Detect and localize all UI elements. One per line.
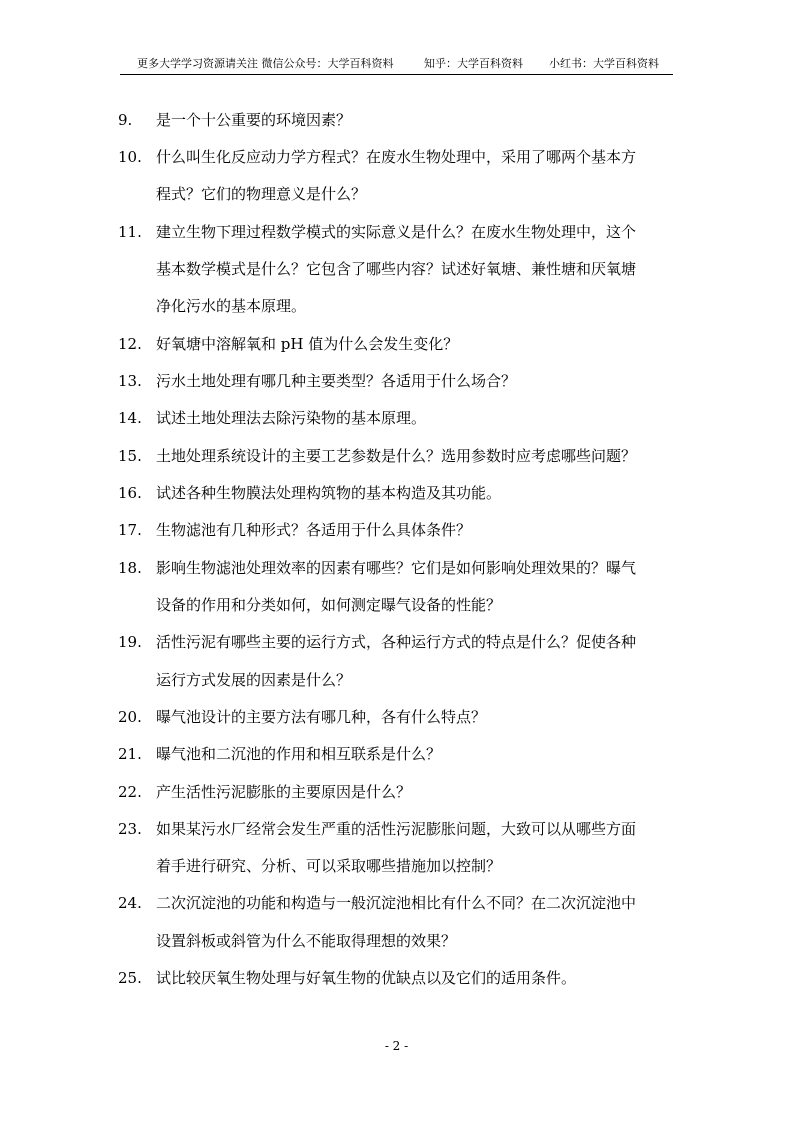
question-number: 15. [118,447,142,465]
question-number: 20. [118,708,142,726]
question-text: 建立生物下理过程数学模式的实际意义是什么？在废水生物处理中，这个 [156,223,637,241]
question-text: 好氧塘中溶解氧和 pH 值为什么会发生变化？ [156,335,459,353]
question-continuation [0,293,793,319]
question-text: 试述各种生物膜法处理构筑物的基本构造及其功能。 [156,484,502,502]
question-item [0,779,793,805]
question-number: 24. [118,894,142,912]
question-continuation [0,181,793,207]
question-number: 25. [118,969,142,987]
question-text: 是一个十公重要的环境因素？ [156,111,352,129]
question-text: 污水土地处理有哪几种主要类型？各适用于什么场合？ [156,372,517,390]
question-number: 9. [118,111,133,129]
question-number: 18. [118,559,142,577]
question-item [0,368,793,394]
question-text: 产生活性污泥膨胀的主要原因是什么？ [156,783,412,801]
question-text: 试述土地处理法去除污染物的基本原理。 [156,409,427,427]
header-divider [120,74,673,75]
question-text: 影响生物滤池处理效率的因素有哪些？它们是如何影响处理效果的？曝气 [156,559,637,577]
question-item [0,144,793,170]
question-text: 试比较厌氧生物处理与好氧生物的优缺点以及它们的适用条件。 [156,969,577,987]
question-number: 22. [118,783,142,801]
question-text: 基本数学模式是什么？它包含了哪些内容？试述好氧塘、兼性塘和厌氧塘 [156,260,637,278]
question-text: 曝气池设计的主要方法有哪几种，各有什么特点？ [156,708,487,726]
question-continuation [0,853,793,879]
question-number: 12. [118,335,142,353]
question-number: 21. [118,745,142,763]
question-item [0,107,793,133]
question-item [0,405,793,431]
question-item [0,890,793,916]
question-item [0,555,793,581]
header-xiaohongshu-text: 小红书：大学百科资料 [549,57,659,70]
question-item [0,219,793,245]
question-text: 土地处理系统设计的主要工艺参数是什么？选用参数时应考虑哪些问题？ [156,447,637,465]
header-wechat-text: 更多大学学习资源请关注 微信公众号：大学百科资料 [137,57,394,70]
question-item [0,629,793,655]
question-number: 10. [118,148,142,166]
question-item [0,443,793,469]
page-header [137,56,673,72]
question-continuation [0,928,793,954]
question-text: 如果某污水厂经常会发生严重的活性污泥膨胀问题，大致可以从哪些方面 [156,820,637,838]
header-zhihu-text: 知乎：大学百科资料 [424,57,523,70]
question-item [0,965,793,991]
question-item [0,741,793,767]
question-text: 活性污泥有哪些主要的运行方式，各种运行方式的特点是什么？促使各种 [156,633,637,651]
question-text: 着手进行研究、分析、可以采取哪些措施加以控制？ [156,857,502,875]
question-text: 曝气池和二沉池的作用和相互联系是什么？ [156,745,442,763]
question-item [0,816,793,842]
question-number: 13. [118,372,142,390]
question-continuation [0,256,793,282]
question-item [0,331,793,357]
question-number: 17. [118,521,142,539]
question-continuation [0,592,793,618]
question-number: 23. [118,820,142,838]
question-text: 什么叫生化反应动力学方程式？在废水生物处理中，采用了哪两个基本方 [156,148,637,166]
question-item [0,517,793,543]
question-item [0,480,793,506]
question-number: 14. [118,409,142,427]
question-text: 运行方式发展的因素是什么？ [156,671,352,689]
question-continuation [0,667,793,693]
question-number: 16. [118,484,142,502]
question-text: 净化污水的基本原理。 [156,297,307,315]
question-text: 二次沉淀池的功能和构造与一般沉淀池相比有什么不同？在二次沉淀池中 [156,894,637,912]
question-text: 设置斜板或斜管为什么不能取得理想的效果？ [156,932,457,950]
question-text: 生物滤池有几种形式？各适用于什么具体条件？ [156,521,472,539]
question-text: 设备的作用和分类如何，如何测定曝气设备的性能？ [156,596,502,614]
question-text: 程式？它们的物理意义是什么？ [156,185,367,203]
question-number: 11. [118,223,142,241]
question-number: 19. [118,633,142,651]
question-item [0,704,793,730]
page-number: - 2 - [384,1039,409,1053]
